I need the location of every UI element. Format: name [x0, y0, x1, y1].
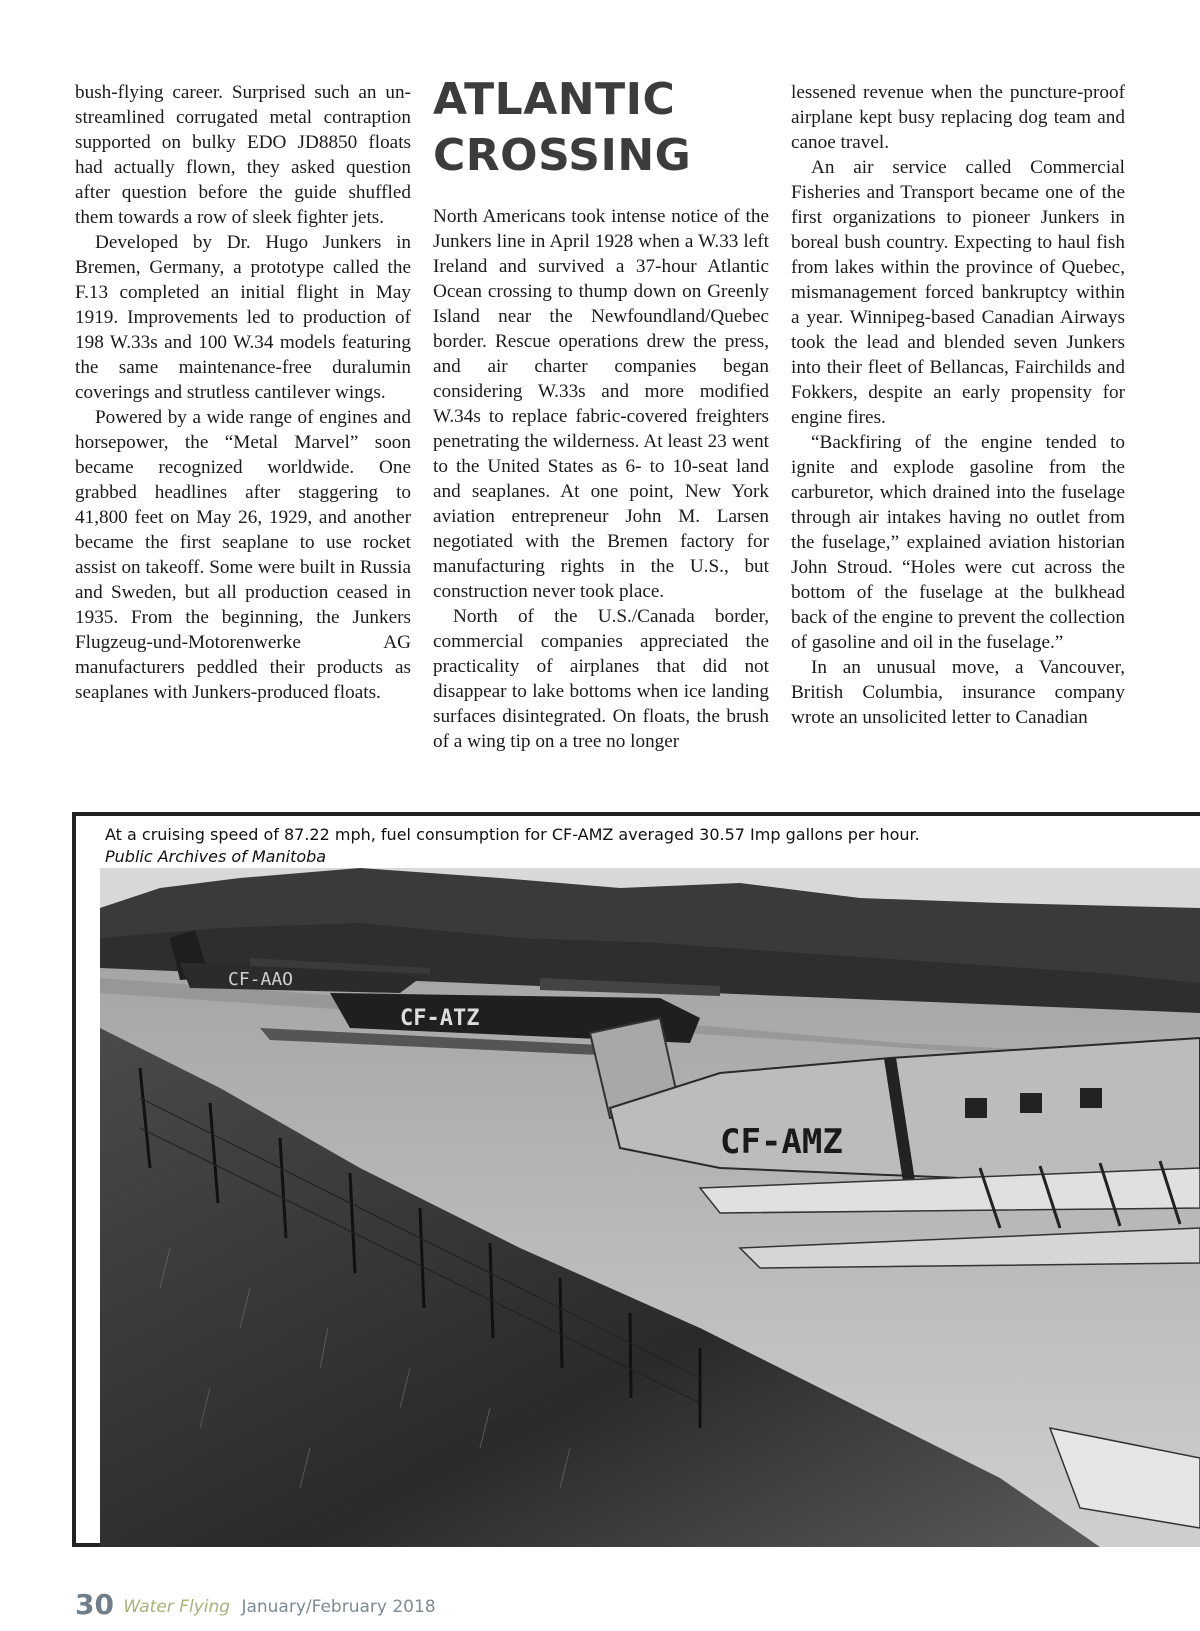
caption-text: At a cruising speed of 87.22 mph, fuel consumption for CF-AMZ averaged 30.57 Imp gallons per hour. — [105, 825, 920, 844]
paragraph: bush-flying career. Surprised such an un-streamlined corrugated metal contraption supported on bulky EDO JD8850 floats had actually flown, they asked question after question before the guide shuffled them towards a row of sleek fighter jets. — [75, 82, 411, 228]
article-column-1 — [75, 80, 411, 705]
magazine-name: Water Flying — [123, 1597, 231, 1617]
seaplanes-photo — [100, 868, 1200, 1547]
article-column-2 — [433, 204, 769, 754]
paragraph: Developed by Dr. Hugo Junkers in Bremen, Germany, a prototype called the F.13 completed an initial flight in May 1919. Improvements led to production of 198 W.33s and 100 W.34 models featuring the same maintenance-free duralumin coverings and strutless cantilever wings. — [75, 232, 411, 403]
paragraph: North of the U.S./Canada border, commercial companies appreciated the practicality of airplanes that did not disappear to lake bottoms when ice landing surfaces disintegrated. On floats, the brush of a wing tip on a tree no longer — [433, 606, 769, 752]
seaplanes-illustration — [100, 868, 1200, 1547]
article-column-3 — [791, 80, 1125, 730]
paragraph: “Backfiring of the engine tended to ignite and explode gasoline from the carburetor, which drained into the fuselage through air intakes having no outlet from the fuselage,” explained aviation historian John Stroud. “Holes were cut across the bottom of the fuselage at the bulkhead back of the engine to prevent the collection of gasoline and oil in the fuselage.” — [791, 432, 1125, 653]
paragraph: North Americans took intense notice of the Junkers line in April 1928 when a W.33 left Ireland and survived a 37-hour Atlantic Ocean crossing to thump down on Greenly Island near the Newfoundland/Quebec border. Rescue operations drew the press, and air charter companies began considering W.33s and more modified W.34s to replace fabric-covered freighters penetrating the wilderness. At least 23 went to the United States as 6- to 10-seat land and seaplanes. At one point, New York aviation entrepreneur John M. Larsen negotiated with the Bremen factory for manufacturing rights in the U.S., but construction never took place. — [433, 206, 769, 602]
headline-line-2: CROSSING — [433, 130, 692, 181]
paragraph: In an unusual move, a Vancouver, British Columbia, insurance company wrote an unsolicited letter to Canadian — [791, 657, 1125, 728]
paragraph: Powered by a wide range of engines and horsepower, the “Metal Marvel” soon became recognized worldwide. One grabbed headlines after staggering to 41,800 feet on May 26, 1929, and another became the first seaplane to use rocket assist on takeoff. Some were built in Russia and Sweden, but all production ceased in 1935. From the beginning, the Junkers Flugzeug-und-Motorenwerke AG manufacturers peddled their products as seaplanes with Junkers-produced floats. — [75, 407, 411, 703]
photo-credit: Public Archives of Manitoba — [105, 847, 327, 866]
page-footer — [75, 1590, 436, 1622]
paragraph: lessened revenue when the puncture-proof airplane kept busy replacing dog team and canoe travel. — [791, 82, 1125, 153]
issue-date: January/February 2018 — [241, 1597, 436, 1617]
photo-caption — [105, 824, 1185, 868]
paragraph: An air service called Commercial Fisheries and Transport became one of the first organizations to pioneer Junkers in boreal bush country. Expecting to haul fish from lakes within the province of Quebec, mismanagement forced bankruptcy within a year. Winnipeg-based Canadian Airways took the lead and blended seven Junkers into their fleet of Bellancas, Fairchilds and Fokkers, despite an early propensity for engine fires. — [791, 157, 1125, 428]
section-headline — [433, 72, 773, 184]
registration-cf-amz: CF-AMZ — [720, 1122, 843, 1162]
registration-cf-aao: CF-AAO — [228, 969, 294, 990]
registration-cf-atz: CF-ATZ — [400, 1006, 480, 1031]
headline-line-1: ATLANTIC — [433, 74, 676, 125]
page-number: 30 — [75, 1588, 114, 1621]
